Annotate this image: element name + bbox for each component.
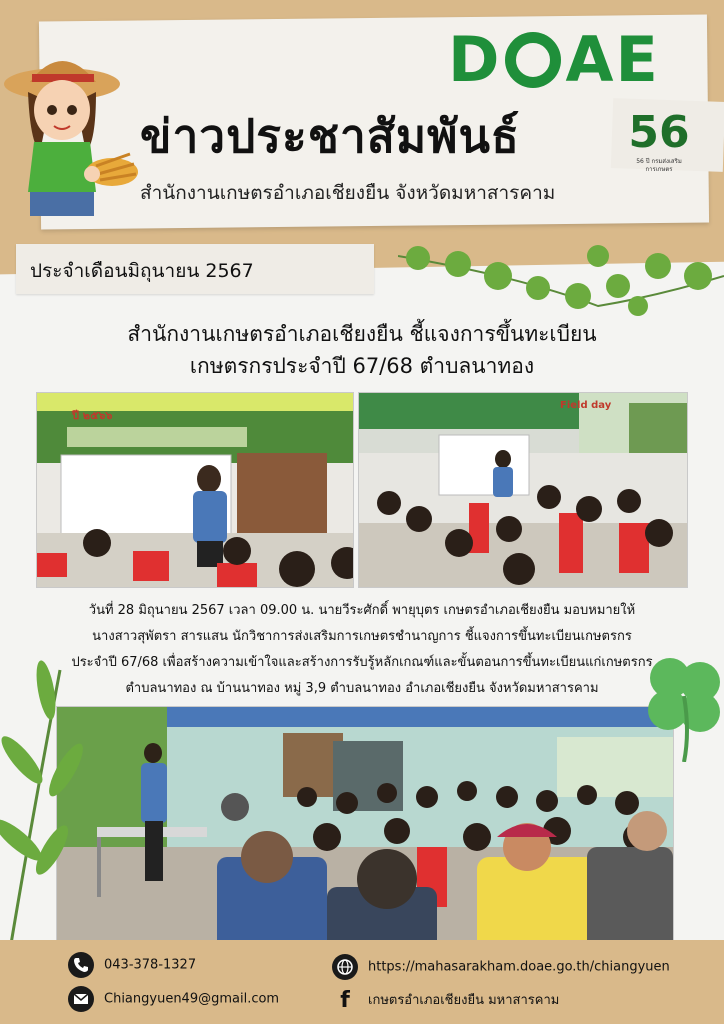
month-label-strip [16,244,374,294]
email-address: Chiangyuen49@gmail.com [104,991,280,1007]
doae-logo [448,23,660,96]
event-photo-3 [56,706,674,954]
month-label: ประจำเดือนมิถุนายน 2567 [30,260,254,282]
farmer-girl-illustration [0,32,150,216]
news-body [58,598,666,702]
website-url: https://mahasarakham.doae.go.th/chiangyuen [368,959,670,975]
event-photo-2 [358,392,688,588]
facebook-page-name: เกษตรอำเภอเชียงยืน มหาสารคาม [368,993,560,1008]
anniversary-number: 56 [628,107,690,158]
headline-line-2: เกษตรกรประจำปี 67/68 ตำบลนาทอง [189,354,535,378]
doae-emblem-icon [505,32,561,88]
facebook-contact[interactable] [332,988,559,1013]
news-headline [40,318,684,382]
leaf-decoration [398,236,724,326]
email-contact[interactable] [68,986,279,1012]
body-line-4: ตำบลนาทอง ณ บ้านนาทอง หมู่ 3,9 ตำบลนาทอง อำเภอเชียงยืน จังหวัดมหาสารคาม [125,681,599,696]
phone-number: 043-378-1327 [104,957,197,973]
photo-1-banner-text: ปี ๒๕๖๖ [72,409,113,422]
website-contact[interactable] [332,954,670,980]
body-line-1: วันที่ 28 มิถุนายน 2567 เวลา 09.00 น. นายวีระศักดิ์ พายุบุตร เกษตรอำเภอเชียงยืน มอบหมายให้ [88,603,636,618]
office-subtitle: สำนักงานเกษตรอำเภอเชียงยืน จังหวัดมหาสารคาม [140,182,556,204]
page-title: ข่าวประชาสัมพันธ์ [140,109,521,163]
photo-2-banner-text: Field day [560,400,612,411]
body-line-3: ประจำปี 67/68 เพื่อสร้างความเข้าใจและสร้างการรับรู้หลักเกณฑ์และขั้นตอนการขึ้นทะเบียนแก่เกษตรกร [71,655,653,670]
headline-line-1: สำนักงานเกษตรอำเภอเชียงยืน ชี้แจงการขึ้นทะเบียน [127,322,597,346]
logo-letter-d: D [448,23,502,96]
globe-icon [332,954,358,980]
anniversary-caption: 56 ปี กรมส่งเสริมการเกษตร [636,158,682,173]
phone-contact[interactable] [68,952,196,978]
logo-letters-ae: AE [565,23,660,96]
anniversary-badge [624,107,694,173]
leaf-branch-decoration [0,650,100,950]
clover-decoration [640,652,724,762]
email-icon [68,986,94,1012]
body-line-2: นางสาวสุพัตรา สารแสน นักวิชาการส่งเสริมการเกษตรชำนาญการ ชี้แจงการขึ้นทะเบียนเกษตรกร [92,629,632,644]
facebook-icon: f [340,988,350,1013]
phone-icon [68,952,94,978]
